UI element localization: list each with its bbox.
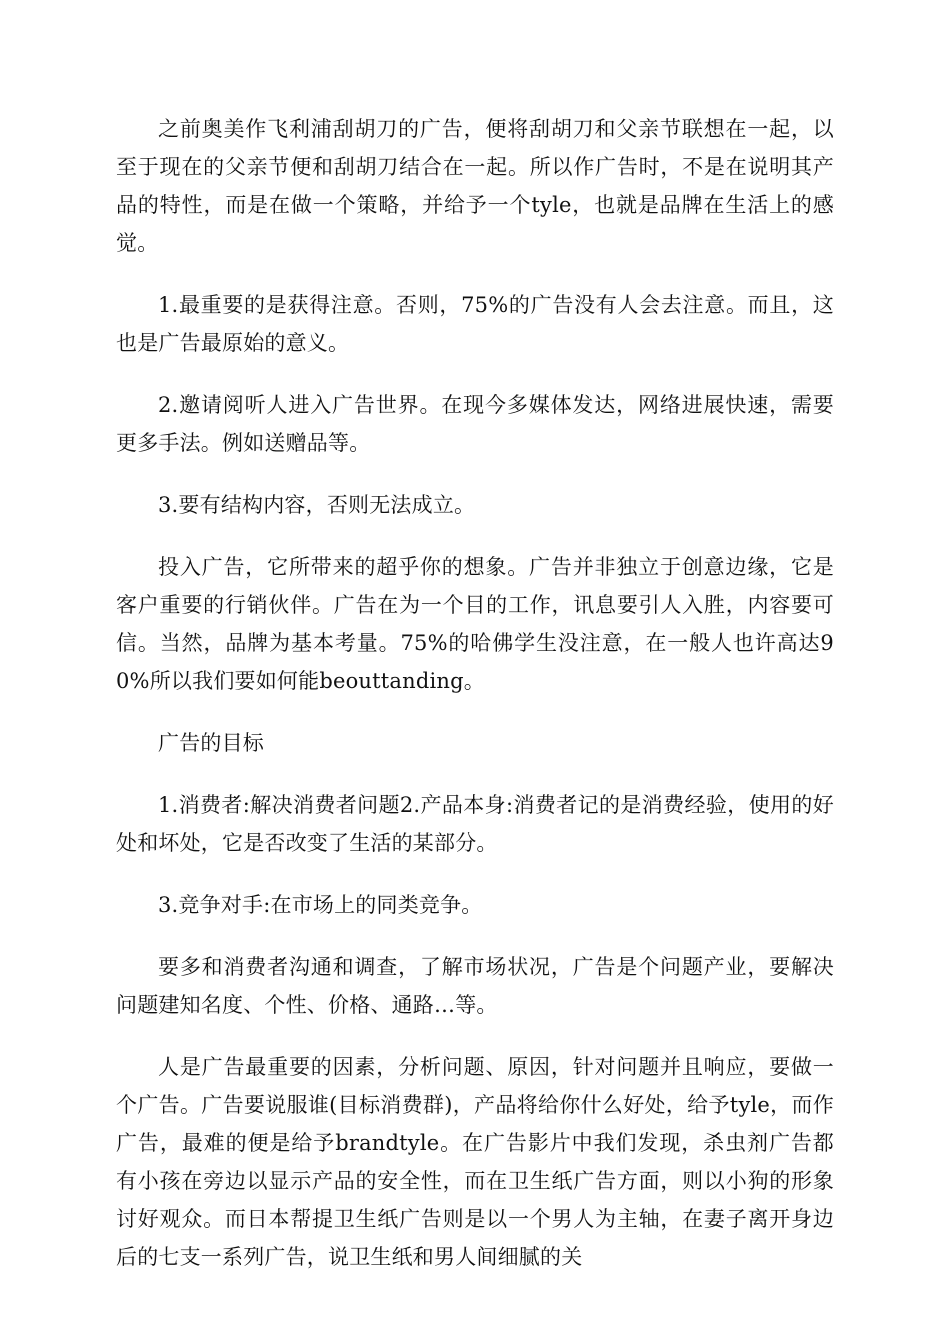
paragraph-1: 之前奥美作飞利浦刮胡刀的广告，便将刮胡刀和父亲节联想在一起，以至于现在的父亲节便和刮胡刀结合在一起。所以作广告时，不是在说明其产品的特性，而是在做一个策略，并给予一个tyle，也就是品牌在生活上的感觉。 <box>116 117 834 255</box>
paragraph-8: 要多和消费者沟通和调查，了解市场状况，广告是个问题产业，要解决问题建知名度、个性、价格、通路…等。 <box>116 955 834 1017</box>
paragraph-2: 1.最重要的是获得注意。否则，75%的广告没有人会去注意。而且，这也是广告最原始的意义。 <box>116 293 834 355</box>
paragraph-7: 3.竞争对手:在市场上的同类竞争。 <box>158 893 483 917</box>
paragraph-5: 投入广告，它所带来的超乎你的想象。广告并非独立于创意边缘，它是客户重要的行销伙伴。广告在为一个目的工作，讯息要引人入胜，内容要可信。当然，品牌为基本考量。75%的哈佛学生没注意，在一般人也许高达90%所以我们要如何能beouttanding。 <box>116 555 834 693</box>
section-heading: 广告的目标 <box>158 731 264 755</box>
paragraph-4: 3.要有结构内容，否则无法成立。 <box>158 493 476 517</box>
paragraph-3: 2.邀请阅听人进入广告世界。在现今多媒体发达，网络进展快速，需要更多手法。例如送赠品等。 <box>116 393 834 455</box>
paragraph-6: 1.消费者:解决消费者问题2.产品本身:消费者记的是消费经验，使用的好处和坏处，它是否改变了生活的某部分。 <box>116 793 834 855</box>
paragraph-9: 人是广告最重要的因素，分析问题、原因，针对问题并且响应，要做一个广告。广告要说服谁(目标消费群)，产品将给你什么好处，给予tyle，而作广告，最难的便是给予brandtyle。在广告影片中我们发现，杀虫剂广告都有小孩在旁边以显示产品的安全性，而在卫生纸广告方面，则以小狗的形象讨好观众。而日本帮提卫生纸广告则是以一个男人为主轴，在妻子离开身边后的七支一系列广告，说卫生纸和男人间细腻的关 <box>116 1055 834 1269</box>
document-page <box>116 110 834 1300</box>
